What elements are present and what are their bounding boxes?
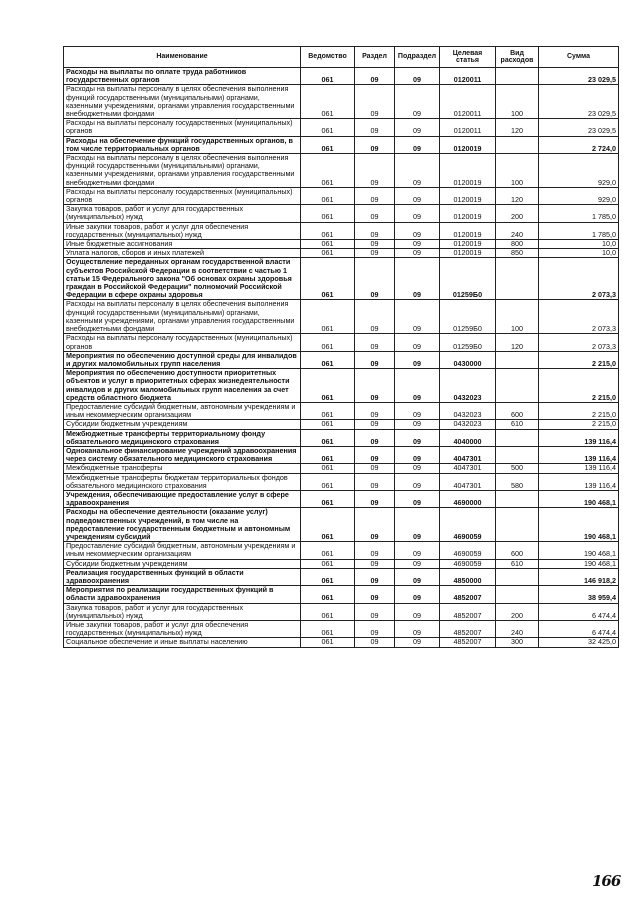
header-expense-type: Вид расходов: [496, 47, 539, 68]
cell-expense-type: 100: [496, 300, 539, 334]
cell-target-article: 0120011: [440, 85, 496, 119]
cell-sum: 190 468,1: [539, 490, 619, 507]
cell-name: Расходы на выплаты персоналу в целях обеспечения выполнения функций государственными (муниципальными) органами, казенными учреждениями, органами управления государственными внебюджетными фондами: [64, 300, 301, 334]
table-row: [64, 351, 619, 368]
cell-expense-type: 600: [496, 402, 539, 419]
table-row: [64, 85, 619, 119]
cell-sum: 38 959,4: [539, 586, 619, 603]
table-row: [64, 334, 619, 351]
cell-name: Иные закупки товаров, работ и услуг для обеспечения государственных (муниципальных) нужд: [64, 222, 301, 239]
cell-sum: 23 029,5: [539, 119, 619, 136]
cell-name: Расходы на выплаты персоналу государственных (муниципальных) органов: [64, 334, 301, 351]
cell-vedomstvo: 061: [301, 446, 355, 463]
cell-target-article: 0120019: [440, 240, 496, 249]
cell-podrazdel: 09: [395, 603, 440, 620]
cell-vedomstvo: 061: [301, 334, 355, 351]
cell-razdel: 09: [355, 119, 395, 136]
cell-podrazdel: 09: [395, 85, 440, 119]
table-row: [64, 119, 619, 136]
cell-target-article: 0432023: [440, 369, 496, 403]
table-row: [64, 136, 619, 153]
cell-name: Иные закупки товаров, работ и услуг для обеспечения государственных (муниципальных) нужд: [64, 621, 301, 638]
cell-razdel: 09: [355, 568, 395, 585]
cell-sum: 2 073,3: [539, 300, 619, 334]
table-header-row: [64, 47, 619, 68]
cell-target-article: 4047301: [440, 464, 496, 473]
cell-sum: 1 785,0: [539, 205, 619, 222]
table-row: [64, 568, 619, 585]
table-row: [64, 429, 619, 446]
cell-expense-type: 120: [496, 334, 539, 351]
header-razdel: Раздел: [355, 47, 395, 68]
cell-sum: 190 468,1: [539, 559, 619, 568]
cell-vedomstvo: 061: [301, 464, 355, 473]
table-row: [64, 222, 619, 239]
cell-podrazdel: 09: [395, 240, 440, 249]
cell-vedomstvo: 061: [301, 473, 355, 490]
cell-vedomstvo: 061: [301, 490, 355, 507]
cell-sum: 190 468,1: [539, 508, 619, 542]
cell-vedomstvo: 061: [301, 508, 355, 542]
cell-expense-type: 800: [496, 240, 539, 249]
budget-table-sheet: [63, 46, 618, 648]
cell-expense-type: 240: [496, 222, 539, 239]
cell-podrazdel: 09: [395, 119, 440, 136]
table-row: [64, 490, 619, 507]
cell-razdel: 09: [355, 205, 395, 222]
cell-razdel: 09: [355, 603, 395, 620]
cell-vedomstvo: 061: [301, 205, 355, 222]
cell-expense-type: [496, 568, 539, 585]
cell-podrazdel: 09: [395, 490, 440, 507]
cell-podrazdel: 09: [395, 222, 440, 239]
cell-expense-type: [496, 508, 539, 542]
cell-expense-type: 610: [496, 420, 539, 429]
cell-razdel: 09: [355, 154, 395, 188]
cell-sum: 2 724,0: [539, 136, 619, 153]
cell-podrazdel: 09: [395, 136, 440, 153]
header-name: Наименование: [64, 47, 301, 68]
cell-podrazdel: 09: [395, 205, 440, 222]
cell-sum: 32 425,0: [539, 638, 619, 647]
cell-vedomstvo: 061: [301, 638, 355, 647]
cell-razdel: 09: [355, 490, 395, 507]
cell-razdel: 09: [355, 351, 395, 368]
cell-name: Реализация государственных функций в области здравоохранения: [64, 568, 301, 585]
table-row: [64, 240, 619, 249]
table-row: [64, 542, 619, 559]
cell-name: Расходы на обеспечение функций государственных органов, в том числе территориальных органов: [64, 136, 301, 153]
cell-sum: 2 215,0: [539, 402, 619, 419]
cell-podrazdel: 09: [395, 542, 440, 559]
cell-sum: 6 474,4: [539, 603, 619, 620]
cell-expense-type: 200: [496, 205, 539, 222]
cell-podrazdel: 09: [395, 351, 440, 368]
table-row: [64, 508, 619, 542]
cell-sum: 1 785,0: [539, 222, 619, 239]
table-row: [64, 154, 619, 188]
budget-table: [63, 46, 619, 648]
cell-expense-type: 200: [496, 603, 539, 620]
cell-target-article: 01259Б0: [440, 258, 496, 300]
cell-name: Расходы на выплаты персоналу государственных (муниципальных) органов: [64, 119, 301, 136]
cell-expense-type: 120: [496, 119, 539, 136]
cell-podrazdel: 09: [395, 446, 440, 463]
cell-name: Одноканальное финансирование учреждений здравоохранения через систему обязательного медицинского страхования: [64, 446, 301, 463]
cell-podrazdel: 09: [395, 473, 440, 490]
header-vedomstvo: Ведомство: [301, 47, 355, 68]
cell-expense-type: 120: [496, 187, 539, 204]
cell-target-article: 01259Б0: [440, 334, 496, 351]
cell-podrazdel: 09: [395, 586, 440, 603]
cell-podrazdel: 09: [395, 464, 440, 473]
cell-expense-type: 610: [496, 559, 539, 568]
cell-podrazdel: 09: [395, 420, 440, 429]
table-row: [64, 464, 619, 473]
cell-vedomstvo: 061: [301, 542, 355, 559]
cell-podrazdel: 09: [395, 402, 440, 419]
cell-target-article: 4852007: [440, 621, 496, 638]
cell-name: Предоставление субсидий бюджетным, автономным учреждениям и иным некоммерческим организациям: [64, 402, 301, 419]
table-row: [64, 603, 619, 620]
cell-target-article: 0120011: [440, 68, 496, 85]
cell-expense-type: [496, 446, 539, 463]
cell-name: Расходы на обеспечение деятельности (оказание услуг) подведомственных учреждений, в том числе на предоставление государственным бюджетным и автономным учреждениям субсидий: [64, 508, 301, 542]
cell-name: Мероприятия по реализации государственных функций в области здравоохранения: [64, 586, 301, 603]
cell-vedomstvo: 061: [301, 136, 355, 153]
cell-name: Расходы на выплаты персоналу государственных (муниципальных) органов: [64, 187, 301, 204]
cell-target-article: 4852007: [440, 586, 496, 603]
cell-expense-type: [496, 369, 539, 403]
table-row: [64, 446, 619, 463]
table-row: [64, 258, 619, 300]
cell-name: Учреждения, обеспечивающие предоставление услуг в сфере здравоохранения: [64, 490, 301, 507]
cell-name: Социальное обеспечение и иные выплаты населению: [64, 638, 301, 647]
cell-podrazdel: 09: [395, 68, 440, 85]
cell-name: Межбюджетные трансферты бюджетам территориальных фондов обязательного медицинского страхования: [64, 473, 301, 490]
cell-razdel: 09: [355, 249, 395, 258]
cell-name: Межбюджетные трансферты: [64, 464, 301, 473]
cell-target-article: 0120019: [440, 136, 496, 153]
cell-target-article: 0120019: [440, 222, 496, 239]
table-body: [64, 68, 619, 648]
cell-razdel: 09: [355, 508, 395, 542]
cell-sum: 2 073,3: [539, 334, 619, 351]
cell-expense-type: [496, 586, 539, 603]
cell-razdel: 09: [355, 473, 395, 490]
cell-razdel: 09: [355, 621, 395, 638]
header-sum: Сумма: [539, 47, 619, 68]
cell-razdel: 09: [355, 300, 395, 334]
cell-expense-type: [496, 351, 539, 368]
cell-vedomstvo: 061: [301, 300, 355, 334]
cell-podrazdel: 09: [395, 334, 440, 351]
cell-razdel: 09: [355, 136, 395, 153]
cell-sum: 23 029,5: [539, 85, 619, 119]
cell-target-article: 0120019: [440, 249, 496, 258]
cell-target-article: 01259Б0: [440, 300, 496, 334]
cell-expense-type: 850: [496, 249, 539, 258]
cell-sum: 146 918,2: [539, 568, 619, 585]
table-row: [64, 249, 619, 258]
cell-target-article: 4690000: [440, 490, 496, 507]
cell-name: Предоставление субсидий бюджетным, автономным учреждениям и иным некоммерческим организациям: [64, 542, 301, 559]
cell-razdel: 09: [355, 420, 395, 429]
table-row: [64, 586, 619, 603]
cell-vedomstvo: 061: [301, 68, 355, 85]
cell-vedomstvo: 061: [301, 187, 355, 204]
cell-sum: 10,0: [539, 240, 619, 249]
cell-expense-type: 240: [496, 621, 539, 638]
cell-vedomstvo: 061: [301, 603, 355, 620]
cell-podrazdel: 09: [395, 429, 440, 446]
cell-razdel: 09: [355, 402, 395, 419]
cell-name: Закупка товаров, работ и услуг для государственных (муниципальных) нужд: [64, 205, 301, 222]
cell-razdel: 09: [355, 68, 395, 85]
cell-vedomstvo: 061: [301, 119, 355, 136]
cell-vedomstvo: 061: [301, 240, 355, 249]
cell-expense-type: [496, 136, 539, 153]
cell-name: Осуществление переданных органам государственной власти субъектов Российской Федерации в соответствии с частью 1 статьи 15 Федерального закона "Об основах охраны здоровья граждан в Российской Федерации" полномочий Российской Федерации в сфере охраны здоровья: [64, 258, 301, 300]
cell-target-article: 0120019: [440, 205, 496, 222]
page-number: 166: [592, 872, 621, 890]
cell-podrazdel: 09: [395, 568, 440, 585]
cell-expense-type: [496, 258, 539, 300]
cell-vedomstvo: 061: [301, 420, 355, 429]
cell-target-article: 4690059: [440, 508, 496, 542]
cell-vedomstvo: 061: [301, 258, 355, 300]
table-row: [64, 402, 619, 419]
cell-target-article: 0120011: [440, 119, 496, 136]
cell-vedomstvo: 061: [301, 249, 355, 258]
cell-vedomstvo: 061: [301, 559, 355, 568]
cell-expense-type: 600: [496, 542, 539, 559]
cell-sum: 139 116,4: [539, 446, 619, 463]
cell-podrazdel: 09: [395, 369, 440, 403]
cell-expense-type: [496, 490, 539, 507]
cell-target-article: 4690059: [440, 559, 496, 568]
cell-vedomstvo: 061: [301, 154, 355, 188]
cell-sum: 190 468,1: [539, 542, 619, 559]
cell-razdel: 09: [355, 240, 395, 249]
cell-sum: 2 215,0: [539, 351, 619, 368]
cell-target-article: 0120019: [440, 187, 496, 204]
cell-expense-type: 580: [496, 473, 539, 490]
cell-name: Субсидии бюджетным учреждениям: [64, 420, 301, 429]
cell-name: Мероприятия по обеспечению доступности приоритетных объектов и услуг в приоритетных сферах жизнедеятельности инвалидов и других маломобильных групп населения за счет средств областного бюджета: [64, 369, 301, 403]
cell-vedomstvo: 061: [301, 621, 355, 638]
cell-razdel: 09: [355, 559, 395, 568]
cell-sum: 10,0: [539, 249, 619, 258]
cell-sum: 139 116,4: [539, 464, 619, 473]
cell-sum: 23 029,5: [539, 68, 619, 85]
cell-sum: 2 215,0: [539, 369, 619, 403]
header-podrazdel: Подраздел: [395, 47, 440, 68]
table-row: [64, 473, 619, 490]
cell-razdel: 09: [355, 446, 395, 463]
cell-podrazdel: 09: [395, 508, 440, 542]
cell-name: Расходы на выплаты по оплате труда работников государственных органов: [64, 68, 301, 85]
cell-razdel: 09: [355, 222, 395, 239]
cell-razdel: 09: [355, 258, 395, 300]
cell-name: Субсидии бюджетным учреждениям: [64, 559, 301, 568]
table-row: [64, 205, 619, 222]
cell-podrazdel: 09: [395, 249, 440, 258]
cell-name: Уплата налогов, сборов и иных платежей: [64, 249, 301, 258]
cell-razdel: 09: [355, 187, 395, 204]
cell-razdel: 09: [355, 638, 395, 647]
cell-target-article: 0120019: [440, 154, 496, 188]
cell-vedomstvo: 061: [301, 429, 355, 446]
cell-razdel: 09: [355, 334, 395, 351]
cell-razdel: 09: [355, 586, 395, 603]
cell-target-article: 0432023: [440, 402, 496, 419]
cell-razdel: 09: [355, 464, 395, 473]
cell-name: Иные бюджетные ассигнования: [64, 240, 301, 249]
cell-sum: 2 073,3: [539, 258, 619, 300]
cell-razdel: 09: [355, 542, 395, 559]
table-row: [64, 420, 619, 429]
cell-expense-type: 300: [496, 638, 539, 647]
header-target-article: Целевая статья: [440, 47, 496, 68]
cell-name: Межбюджетные трансферты территориальному фонду обязательного медицинского страхования: [64, 429, 301, 446]
cell-sum: 139 116,4: [539, 429, 619, 446]
cell-vedomstvo: 061: [301, 568, 355, 585]
cell-podrazdel: 09: [395, 300, 440, 334]
cell-name: Мероприятия по обеспечению доступной среды для инвалидов и других маломобильных групп населения: [64, 351, 301, 368]
cell-expense-type: 100: [496, 85, 539, 119]
cell-podrazdel: 09: [395, 621, 440, 638]
cell-sum: 139 116,4: [539, 473, 619, 490]
cell-podrazdel: 09: [395, 187, 440, 204]
cell-podrazdel: 09: [395, 154, 440, 188]
cell-sum: 2 215,0: [539, 420, 619, 429]
cell-vedomstvo: 061: [301, 351, 355, 368]
cell-target-article: 4040000: [440, 429, 496, 446]
cell-target-article: 4852007: [440, 638, 496, 647]
cell-vedomstvo: 061: [301, 402, 355, 419]
table-row: [64, 621, 619, 638]
cell-expense-type: [496, 429, 539, 446]
table-row: [64, 187, 619, 204]
cell-name: Расходы на выплаты персоналу в целях обеспечения выполнения функций государственными (муниципальными) органами, казенными учреждениями, органами управления государственными внебюджетными фондами: [64, 154, 301, 188]
table-row: [64, 68, 619, 85]
cell-razdel: 09: [355, 369, 395, 403]
cell-podrazdel: 09: [395, 638, 440, 647]
cell-target-article: 0430000: [440, 351, 496, 368]
cell-expense-type: 100: [496, 154, 539, 188]
cell-target-article: 4690059: [440, 542, 496, 559]
cell-target-article: 4852007: [440, 603, 496, 620]
cell-vedomstvo: 061: [301, 222, 355, 239]
table-row: [64, 638, 619, 647]
cell-target-article: 4047301: [440, 446, 496, 463]
table-row: [64, 559, 619, 568]
table-row: [64, 369, 619, 403]
table-row: [64, 300, 619, 334]
cell-target-article: 4850000: [440, 568, 496, 585]
cell-expense-type: [496, 68, 539, 85]
cell-vedomstvo: 061: [301, 369, 355, 403]
cell-sum: 6 474,4: [539, 621, 619, 638]
cell-name: Расходы на выплаты персоналу в целях обеспечения выполнения функций государственными (муниципальными) органами, казенными учреждениями, органами управления государственными внебюджетными фондами: [64, 85, 301, 119]
cell-podrazdel: 09: [395, 258, 440, 300]
cell-vedomstvo: 061: [301, 85, 355, 119]
cell-razdel: 09: [355, 85, 395, 119]
cell-sum: 929,0: [539, 154, 619, 188]
cell-razdel: 09: [355, 429, 395, 446]
cell-expense-type: 500: [496, 464, 539, 473]
cell-target-article: 0432023: [440, 420, 496, 429]
cell-vedomstvo: 061: [301, 586, 355, 603]
cell-target-article: 4047301: [440, 473, 496, 490]
cell-name: Закупка товаров, работ и услуг для государственных (муниципальных) нужд: [64, 603, 301, 620]
cell-sum: 929,0: [539, 187, 619, 204]
cell-podrazdel: 09: [395, 559, 440, 568]
